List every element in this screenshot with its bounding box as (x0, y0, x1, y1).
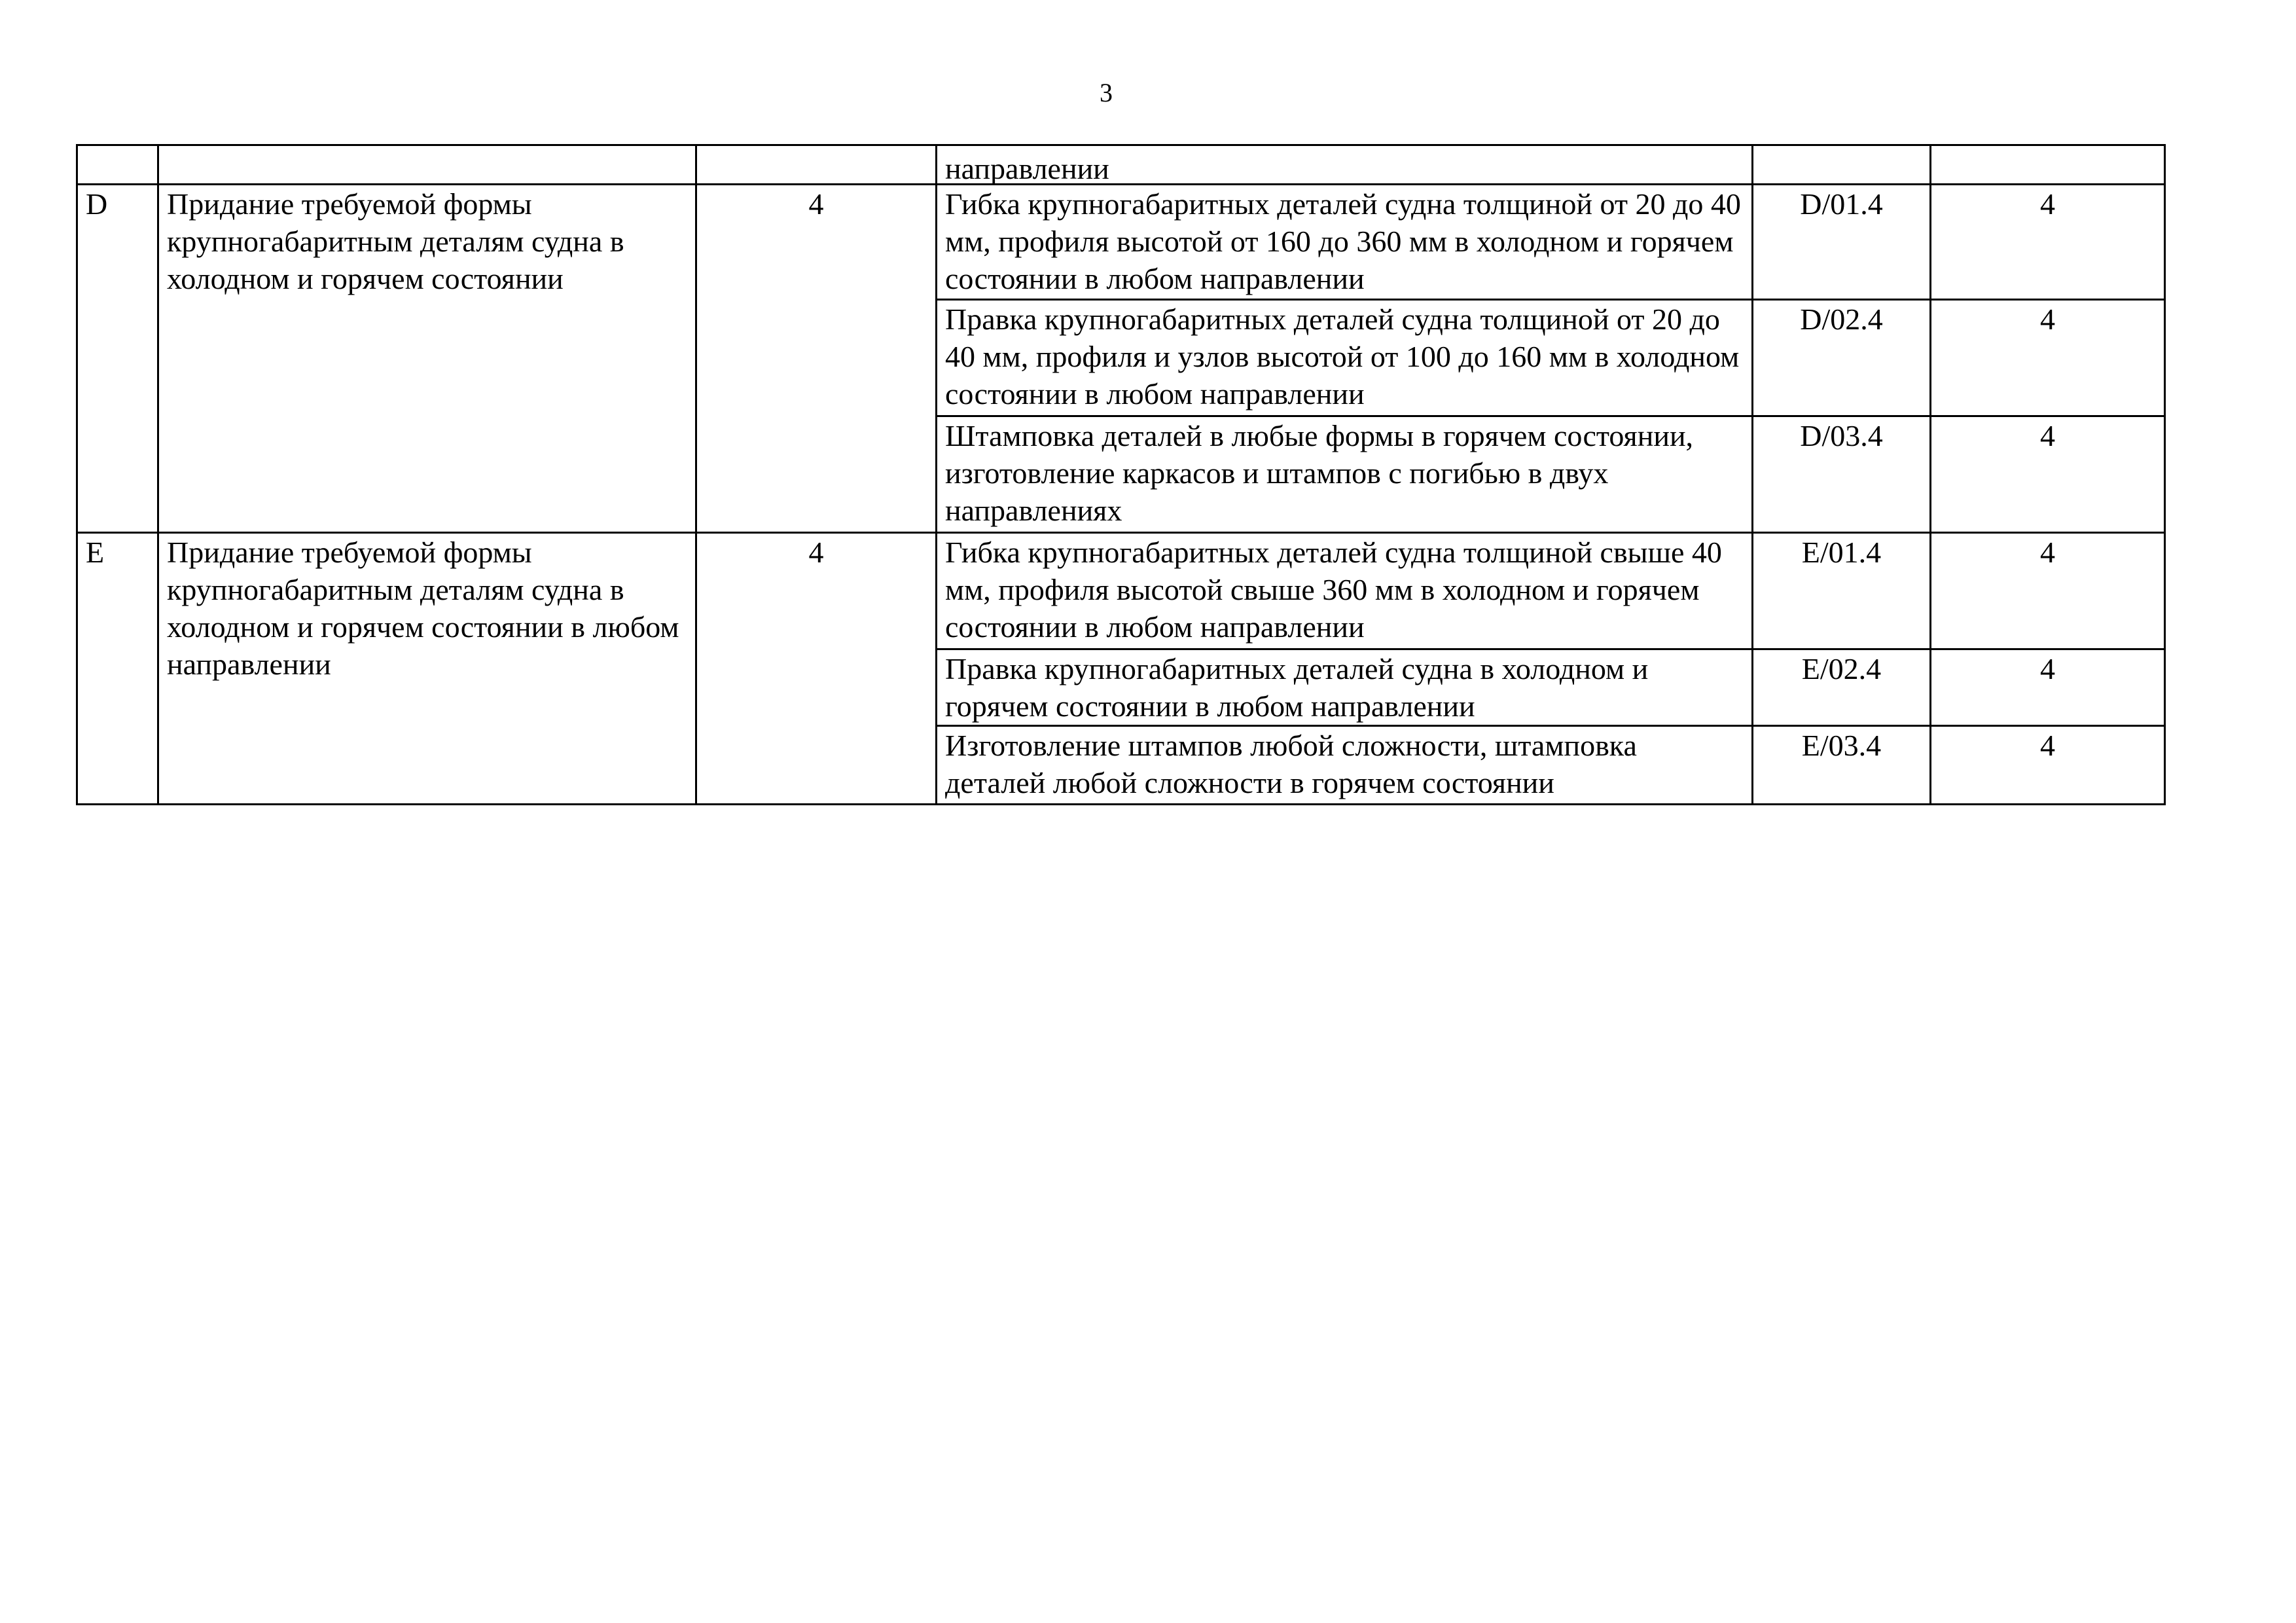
page-number: 3 (1100, 78, 1113, 107)
labor-function-level: 4 (1931, 649, 2165, 726)
table-cell (1753, 145, 1931, 185)
labor-functions-table (76, 144, 2166, 805)
generalized-function-code: E (77, 533, 158, 805)
qualification-level: 4 (696, 533, 937, 805)
labor-function-code: E/03.4 (1753, 726, 1931, 805)
table-row (77, 533, 2165, 649)
labor-function-code: E/01.4 (1753, 533, 1931, 649)
labor-function-name: Штамповка деталей в любые формы в горячем состоянии, изготовление каркасов и штампов с погибью в двух направлениях (937, 416, 1753, 533)
table-row-carryover (77, 145, 2165, 185)
generalized-function-code: D (77, 185, 158, 533)
labor-function-name: Изготовление штампов любой сложности, штамповка деталей любой сложности в горячем состоянии (937, 726, 1753, 805)
labor-function-level: 4 (1931, 726, 2165, 805)
labor-function-level: 4 (1931, 533, 2165, 649)
generalized-function-name: Придание требуемой формы крупногабаритным деталям судна в холодном и горячем состоянии (158, 185, 696, 533)
labor-function-name: Гибка крупногабаритных деталей судна толщиной от 20 до 40 мм, профиля высотой от 160 до 360 мм в холодном и горячем состоянии в любом направлении (937, 185, 1753, 300)
labor-function-name: Гибка крупногабаритных деталей судна толщиной свыше 40 мм, профиля высотой свыше 360 мм в холодном и горячем состоянии в любом направлении (937, 533, 1753, 649)
labor-function-code: E/02.4 (1753, 649, 1931, 726)
table-row (77, 185, 2165, 300)
labor-function-name: Правка крупногабаритных деталей судна в холодном и горячем состоянии в любом направлении (937, 649, 1753, 726)
labor-function-level: 4 (1931, 300, 2165, 416)
labor-function-level: 4 (1931, 185, 2165, 300)
generalized-function-name: Придание требуемой формы крупногабаритным деталям судна в холодном и горячем состоянии в любом направлении (158, 533, 696, 805)
labor-function-code: D/03.4 (1753, 416, 1931, 533)
qualification-level: 4 (696, 185, 937, 533)
table-cell (77, 145, 158, 185)
labor-function-level: 4 (1931, 416, 2165, 533)
carryover-text: направлении (937, 145, 1753, 185)
table-cell (696, 145, 937, 185)
labor-function-code: D/01.4 (1753, 185, 1931, 300)
table-cell (158, 145, 696, 185)
labor-function-name: Правка крупногабаритных деталей судна толщиной от 20 до 40 мм, профиля и узлов высотой от 100 до 160 мм в холодном состоянии в любом направлении (937, 300, 1753, 416)
labor-function-code: D/02.4 (1753, 300, 1931, 416)
table-cell (1931, 145, 2165, 185)
